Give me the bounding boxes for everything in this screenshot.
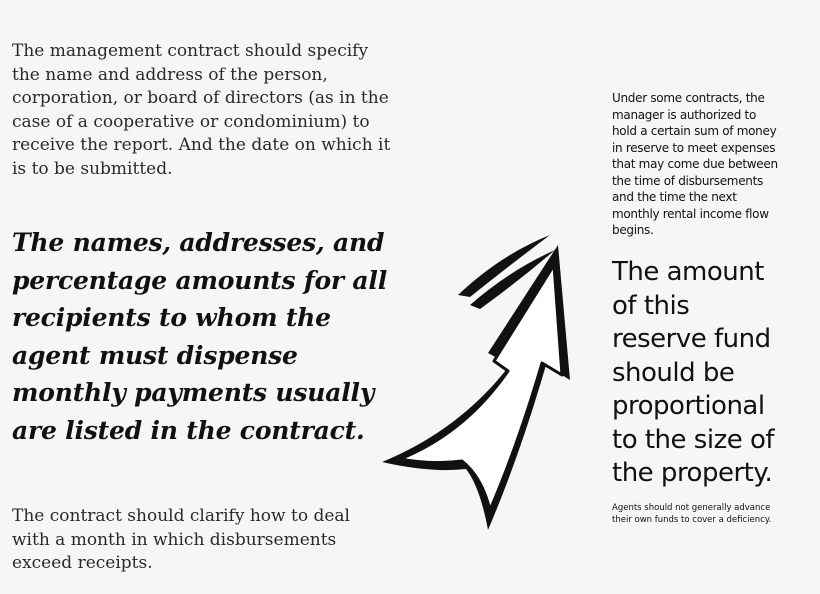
text-line: the time of disbursements (612, 173, 763, 188)
text-line: with a month in which disbursements (12, 529, 337, 550)
text-line: percentage amounts for all (12, 265, 388, 295)
text-line: the name and address of the person, (12, 64, 328, 85)
text-line: in reserve to meet expenses (612, 140, 776, 155)
text-line: are listed in the contract. (12, 415, 365, 445)
text-line: reserve fund (612, 324, 771, 354)
text-line: monthly payments usually (12, 378, 375, 407)
text-line: case of a cooperative or condominium) to (12, 111, 370, 132)
text-line: The contract should clarify how to deal (12, 506, 350, 526)
text-line: recipients to whom the (12, 303, 331, 332)
text-line: exceed receipts. (12, 553, 153, 573)
text-line: agent must dispense (12, 340, 298, 370)
text-line: manager is authorized to (612, 107, 756, 122)
text-line: that may come due between (612, 157, 778, 171)
text-line: to the size of (612, 424, 775, 455)
reserve-explanation-paragraph (612, 90, 778, 239)
text-line: is to be submitted. (12, 158, 173, 179)
text-line: begins. (612, 223, 654, 237)
recipients-emphasis-paragraph (12, 224, 387, 449)
text-line: The names, addresses, and (12, 228, 385, 257)
text-line: corporation, or board of directors (as in the (12, 88, 389, 108)
curved-arrow-up-right-icon (370, 225, 570, 540)
disbursement-paragraph (12, 505, 350, 576)
text-line: their own funds to cover a deficiency. (612, 515, 772, 525)
text-line: of this (612, 290, 690, 321)
text-line: Under some contracts, the (612, 91, 765, 105)
deficiency-note (612, 502, 771, 526)
text-line: receive the report. And the date on which it (12, 135, 391, 155)
text-line: Agents should not generally advance (612, 503, 771, 513)
reserve-fund-highlight (612, 256, 774, 491)
text-line: proportional (612, 391, 765, 421)
text-line: and the time the next (612, 190, 737, 204)
text-line: should be (612, 357, 735, 388)
text-line: The amount (612, 257, 764, 287)
report-recipient-paragraph (12, 40, 390, 181)
text-line: monthly rental income flow (612, 206, 769, 221)
text-line: The management contract should specify (12, 41, 369, 61)
text-line: hold a certain sum of money (612, 124, 777, 138)
text-line: the property. (612, 458, 773, 488)
